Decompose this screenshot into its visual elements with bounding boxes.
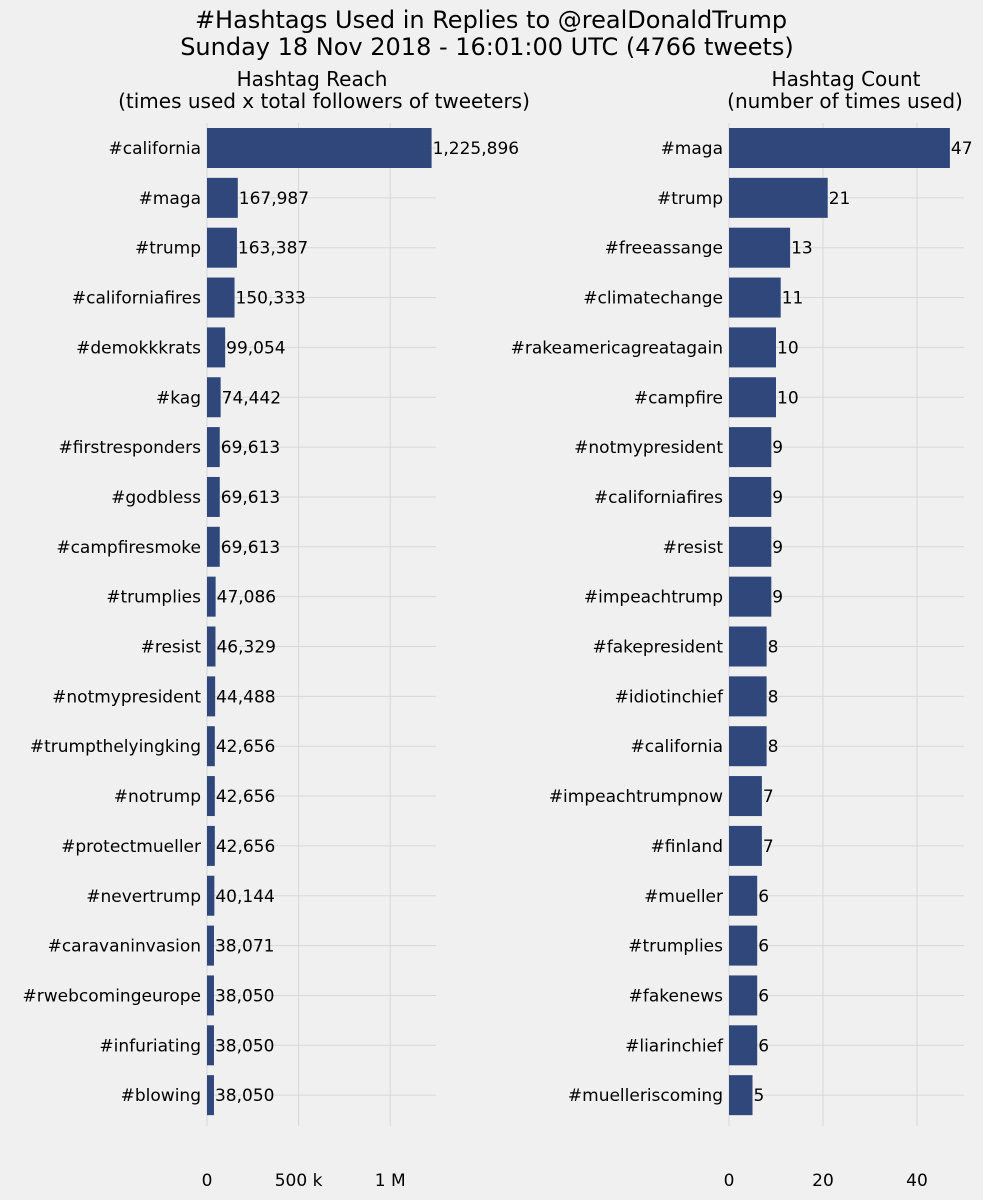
count-bar xyxy=(729,228,790,268)
count-bar xyxy=(729,676,767,716)
count-category-label: #climatechange xyxy=(583,288,723,309)
count-value-label: 8 xyxy=(767,687,779,708)
reach-value-label: 38,050 xyxy=(214,1086,275,1107)
count-value-label: 11 xyxy=(781,288,804,309)
reach-value-label: 44,488 xyxy=(216,687,276,708)
reach-category-label: #protectmueller xyxy=(61,836,201,857)
reach-bar xyxy=(207,726,215,766)
count-category-label: #impeachtrumpnow xyxy=(548,787,723,808)
reach-category-label: #kag xyxy=(156,388,201,409)
count-category-label: #maga xyxy=(660,139,723,159)
reach-value-label: 99,054 xyxy=(226,338,286,359)
figure-subtitle: Sunday 18 Nov 2018 - 16:01:00 UTC (4766 tweets) xyxy=(180,33,794,61)
count-bar xyxy=(729,477,771,517)
count-value-label: 8 xyxy=(767,637,779,658)
count-bar xyxy=(729,726,767,766)
count-value-label: 6 xyxy=(758,1036,770,1057)
count-value-label: 8 xyxy=(767,737,779,758)
reach-value-label: 69,613 xyxy=(220,487,281,508)
reach-bar xyxy=(207,427,220,467)
reach-bar xyxy=(207,926,214,966)
reach-category-label: #californiafires xyxy=(71,288,201,309)
count-value-label: 9 xyxy=(772,587,784,608)
reach-bar xyxy=(207,1075,214,1115)
reach-value-label: 167,987 xyxy=(238,188,310,209)
reach-value-label: 38,050 xyxy=(214,1036,275,1057)
count-value-label: 10 xyxy=(777,388,799,409)
reach-category-label: #campfiresmoke xyxy=(56,537,201,558)
reach-value-label: 40,144 xyxy=(215,886,275,907)
reach-value-label: 74,442 xyxy=(221,388,282,409)
count-category-label: #trumplies xyxy=(628,936,723,957)
count-bar xyxy=(729,577,771,617)
count-category-label: #campfire xyxy=(633,388,723,409)
count-bar xyxy=(729,327,776,367)
reach-category-label: #trumpthelyingking xyxy=(29,737,201,758)
count-value-label: 47 xyxy=(950,139,973,159)
reach-value-label: 69,613 xyxy=(220,537,281,558)
count-value-label: 10 xyxy=(777,338,799,359)
reach-bar xyxy=(207,876,214,916)
reach-category-label: #demokkkrats xyxy=(76,338,201,359)
count-category-label: #notmypresident xyxy=(574,438,723,459)
count-category-label: #finland xyxy=(650,836,723,857)
reach-bar xyxy=(207,627,215,667)
count-value-label: 9 xyxy=(772,537,784,558)
reach-category-label: #notrump xyxy=(113,787,201,808)
reach-bar xyxy=(207,776,215,816)
count-bar xyxy=(729,776,762,816)
reach-category-label: #resist xyxy=(140,637,201,658)
reach-bar xyxy=(207,477,220,517)
count-value-label: 5 xyxy=(753,1086,765,1107)
count-value-label: 6 xyxy=(758,886,770,907)
count-category-label: #california xyxy=(630,737,723,758)
count-x-tick-label: 20 xyxy=(812,1171,834,1191)
reach-bar xyxy=(207,178,238,218)
reach-category-label: #notmypresident xyxy=(52,687,201,708)
count-category-label: #mueller xyxy=(644,886,723,907)
reach-category-label: #maga xyxy=(138,188,201,209)
reach-chart-title-detail: (times used x total followers of tweeters) xyxy=(118,89,530,113)
count-bar xyxy=(729,128,950,168)
reach-category-label: #trumplies xyxy=(106,587,201,608)
count-bar xyxy=(729,1075,753,1115)
count-value-label: 21 xyxy=(828,188,851,209)
count-bar xyxy=(729,178,828,218)
reach-bar xyxy=(207,228,237,268)
count-x-tick-label: 0 xyxy=(723,1171,735,1191)
count-value-label: 6 xyxy=(758,986,770,1007)
count-x-tick-label: 40 xyxy=(906,1171,928,1191)
reach-category-label: #blowing xyxy=(120,1086,201,1107)
reach-value-label: 42,656 xyxy=(215,787,276,808)
count-bar xyxy=(729,926,757,966)
reach-value-label: 1,225,896 xyxy=(432,139,520,159)
reach-bar xyxy=(207,377,221,417)
count-bar xyxy=(729,876,757,916)
reach-bar xyxy=(207,975,214,1015)
reach-category-label: #caravaninvasion xyxy=(47,936,201,957)
reach-value-label: 69,613 xyxy=(220,438,281,459)
count-bar xyxy=(729,278,781,318)
count-value-label: 9 xyxy=(772,487,784,508)
count-category-label: #freeassange xyxy=(604,238,723,259)
count-chart-title-detail: (number of times used) xyxy=(727,89,963,113)
count-value-label: 13 xyxy=(791,238,813,259)
reach-category-label: #firstresponders xyxy=(58,438,201,459)
count-bar xyxy=(729,527,771,567)
count-value-label: 6 xyxy=(758,936,770,957)
count-category-label: #trump xyxy=(656,188,723,209)
count-bar xyxy=(729,427,771,467)
reach-value-label: 163,387 xyxy=(237,238,309,259)
reach-x-tick-label: 500 k xyxy=(274,1171,323,1191)
count-category-label: #muelleriscoming xyxy=(567,1086,723,1107)
reach-bar xyxy=(207,327,225,367)
reach-value-label: 46,329 xyxy=(216,637,276,658)
count-category-label: #liarinchief xyxy=(625,1036,723,1057)
count-category-label: #impeachtrump xyxy=(583,587,723,608)
count-bar xyxy=(729,826,762,866)
reach-bar xyxy=(207,278,235,318)
reach-x-tick-label: 0 xyxy=(201,1171,213,1191)
reach-value-label: 150,333 xyxy=(235,288,306,309)
count-bar xyxy=(729,377,776,417)
reach-category-label: #trump xyxy=(134,238,201,259)
reach-category-label: #infuriating xyxy=(99,1036,201,1057)
count-bar xyxy=(729,975,757,1015)
count-category-label: #rakeamericagreatagain xyxy=(510,338,723,359)
count-category-label: #idiotinchief xyxy=(614,687,723,708)
reach-bar xyxy=(207,577,216,617)
reach-category-label: #rwebcomingeurope xyxy=(22,986,201,1007)
reach-bar xyxy=(207,128,432,168)
reach-bar xyxy=(207,527,220,567)
count-chart-title: Hashtag Count xyxy=(771,67,921,91)
reach-category-label: #godbless xyxy=(111,487,201,508)
count-value-label: 7 xyxy=(762,836,774,857)
reach-category-label: #california xyxy=(108,139,201,159)
reach-x-tick-label: 1 M xyxy=(374,1171,406,1191)
count-category-label: #californiafires xyxy=(593,487,723,508)
figure-title: #Hashtags Used in Replies to @realDonaldTrump xyxy=(194,6,788,34)
reach-value-label: 42,656 xyxy=(215,737,276,758)
reach-value-label: 42,656 xyxy=(215,836,276,857)
reach-bar xyxy=(207,1025,214,1065)
reach-bar xyxy=(207,676,215,716)
count-category-label: #fakepresident xyxy=(592,637,723,658)
count-value-label: 7 xyxy=(762,787,774,808)
reach-value-label: 38,071 xyxy=(214,936,275,957)
count-value-label: 9 xyxy=(772,438,784,459)
count-bar xyxy=(729,627,767,667)
count-category-label: #resist xyxy=(662,537,723,558)
count-bar xyxy=(729,1025,757,1065)
reach-value-label: 38,050 xyxy=(214,986,275,1007)
reach-bar xyxy=(207,826,215,866)
count-category-label: #fakenews xyxy=(628,986,723,1007)
reach-category-label: #nevertrump xyxy=(86,886,201,907)
reach-value-label: 47,086 xyxy=(216,587,277,608)
reach-chart-title: Hashtag Reach xyxy=(236,67,388,91)
